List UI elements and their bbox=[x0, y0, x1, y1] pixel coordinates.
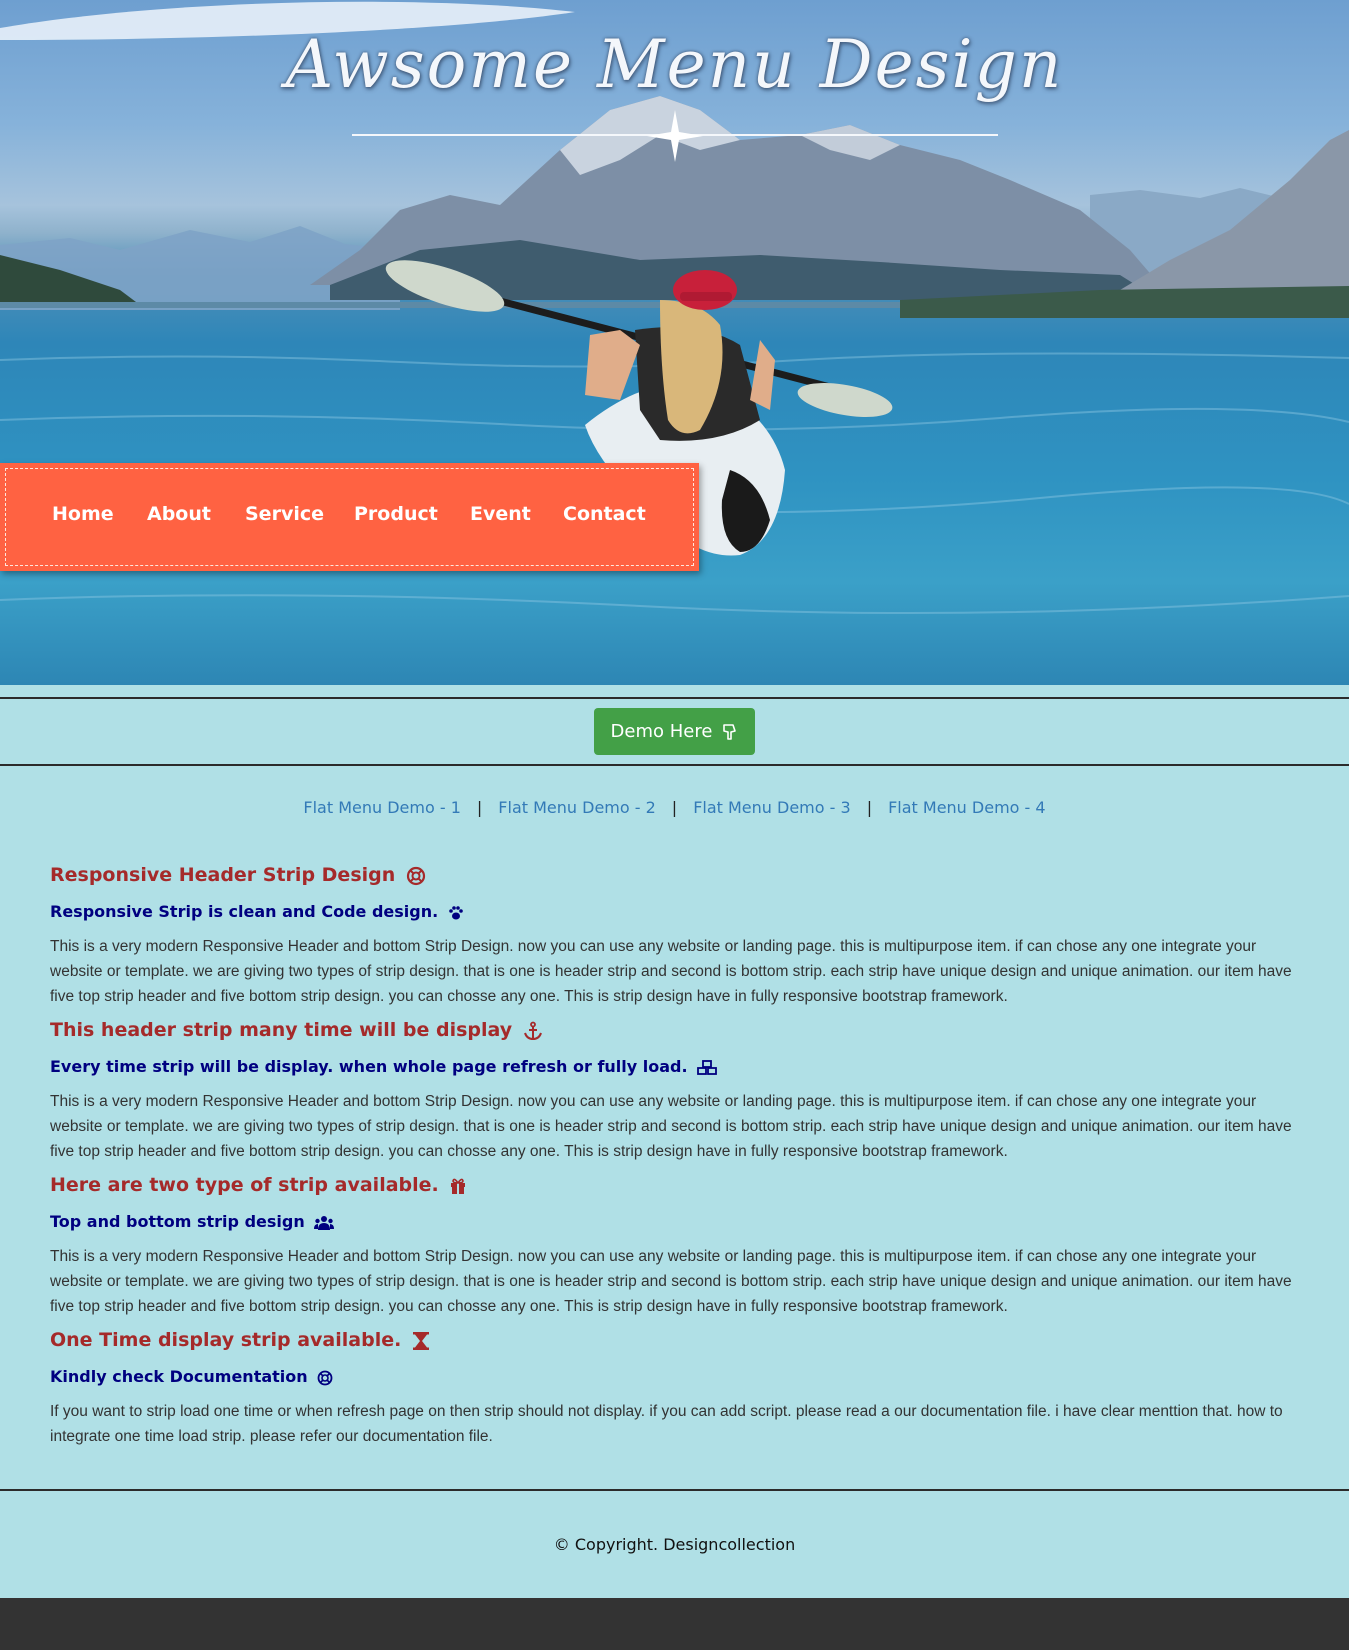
hero-banner bbox=[0, 0, 1349, 685]
demo-button-label: Demo Here bbox=[610, 721, 713, 742]
life-ring-icon bbox=[406, 866, 426, 886]
section-body-text: This is a very modern Responsive Header and bottom Strip Design. now you can use any website or landing page. this is multipurpose item. if can chose any one integrate your website or template. we are giving two types of strip design. that is one is header strip and second is bottom strip. each strip have unique design and unique animation. our item have five top strip header and five bottom strip design. you can chosse any one. This is strip design have in fully responsive bootstrap framework. bbox=[50, 938, 1292, 1005]
section-subheading-text: Every time strip will be display. when whole page refresh or fully load. bbox=[50, 1057, 688, 1076]
paw-icon bbox=[448, 905, 464, 921]
section-subheading-text: Top and bottom strip design bbox=[50, 1212, 305, 1231]
section-heading-text: One Time display strip available. bbox=[50, 1329, 402, 1351]
section-subheading bbox=[50, 1212, 334, 1231]
footer-top-border bbox=[0, 1489, 1349, 1491]
menu-item-contact[interactable]: Contact bbox=[563, 503, 646, 525]
main-navigation-menu bbox=[0, 463, 699, 571]
menu-item-product[interactable]: Product bbox=[354, 503, 438, 525]
section-body-text: If you want to strip load one time or when refresh page on then strip should not display. if you can add script. please read a our documentation file. i have clear menttion that. how to integrate one time load strip. please refer our documentation file. bbox=[50, 1403, 1283, 1445]
section-subheading-text: Responsive Strip is clean and Code design. bbox=[50, 902, 439, 921]
section-subheading-text: Kindly check Documentation bbox=[50, 1367, 308, 1386]
link-flat-menu-demo-1[interactable]: Flat Menu Demo - 1 bbox=[303, 798, 461, 817]
link-separator: | bbox=[476, 798, 483, 817]
footer-bar bbox=[0, 1598, 1349, 1650]
section-body-text: This is a very modern Responsive Header and bottom Strip Design. now you can use any website or landing page. this is multipurpose item. if can chose any one integrate your website or template. we are giving two types of strip design. that is one is header strip and second is bottom strip. each strip have unique design and unique animation. our item have five top strip header and five bottom strip design. you can chosse any one. This is strip design have in fully responsive bootstrap framework. bbox=[50, 1248, 1292, 1315]
hourglass-icon bbox=[412, 1331, 430, 1351]
demo-links-row bbox=[0, 798, 1349, 817]
demo-here-button[interactable] bbox=[594, 708, 755, 755]
menu-item-about[interactable]: About bbox=[147, 503, 211, 525]
strip-bottom-border bbox=[0, 764, 1349, 766]
link-flat-menu-demo-2[interactable]: Flat Menu Demo - 2 bbox=[498, 798, 656, 817]
menu-item-event[interactable]: Event bbox=[470, 503, 531, 525]
section-subheading bbox=[50, 902, 464, 921]
cubes-icon bbox=[697, 1060, 717, 1076]
section-heading bbox=[50, 1174, 467, 1196]
users-icon bbox=[314, 1215, 334, 1231]
section-heading-text: Responsive Header Strip Design bbox=[50, 864, 396, 886]
link-separator: | bbox=[671, 798, 678, 817]
support-icon bbox=[317, 1370, 333, 1386]
sparkle-star-icon bbox=[647, 110, 703, 162]
section-body-text: This is a very modern Responsive Header and bottom Strip Design. now you can use any website or landing page. this is multipurpose item. if can chose any one integrate your website or template. we are giving two types of strip design. that is one is header strip and second is bottom strip. each strip have unique design and unique animation. our item have five top strip header and five bottom strip design. you can chosse any one. This is strip design have in fully responsive bootstrap framework. bbox=[50, 1093, 1292, 1160]
hand-point-down-icon bbox=[720, 723, 738, 741]
menu-item-service[interactable]: Service bbox=[245, 503, 324, 525]
section-heading bbox=[50, 1019, 543, 1041]
hero-title: Awsome Menu Design bbox=[285, 26, 1064, 103]
link-flat-menu-demo-3[interactable]: Flat Menu Demo - 3 bbox=[693, 798, 851, 817]
section-heading-text: This header strip many time will be display bbox=[50, 1019, 513, 1041]
anchor-icon bbox=[523, 1021, 543, 1041]
menu-item-home[interactable]: Home bbox=[52, 503, 114, 525]
section-subheading bbox=[50, 1057, 717, 1076]
gift-icon bbox=[449, 1177, 467, 1195]
section-subheading bbox=[50, 1367, 333, 1386]
strip-top-border bbox=[0, 697, 1349, 699]
link-flat-menu-demo-4[interactable]: Flat Menu Demo - 4 bbox=[888, 798, 1046, 817]
section-heading bbox=[50, 864, 426, 886]
copyright-text: © Copyright. Designcollection bbox=[553, 1535, 796, 1554]
link-separator: | bbox=[866, 798, 873, 817]
section-heading-text: Here are two type of strip available. bbox=[50, 1174, 439, 1196]
section-heading bbox=[50, 1329, 430, 1351]
